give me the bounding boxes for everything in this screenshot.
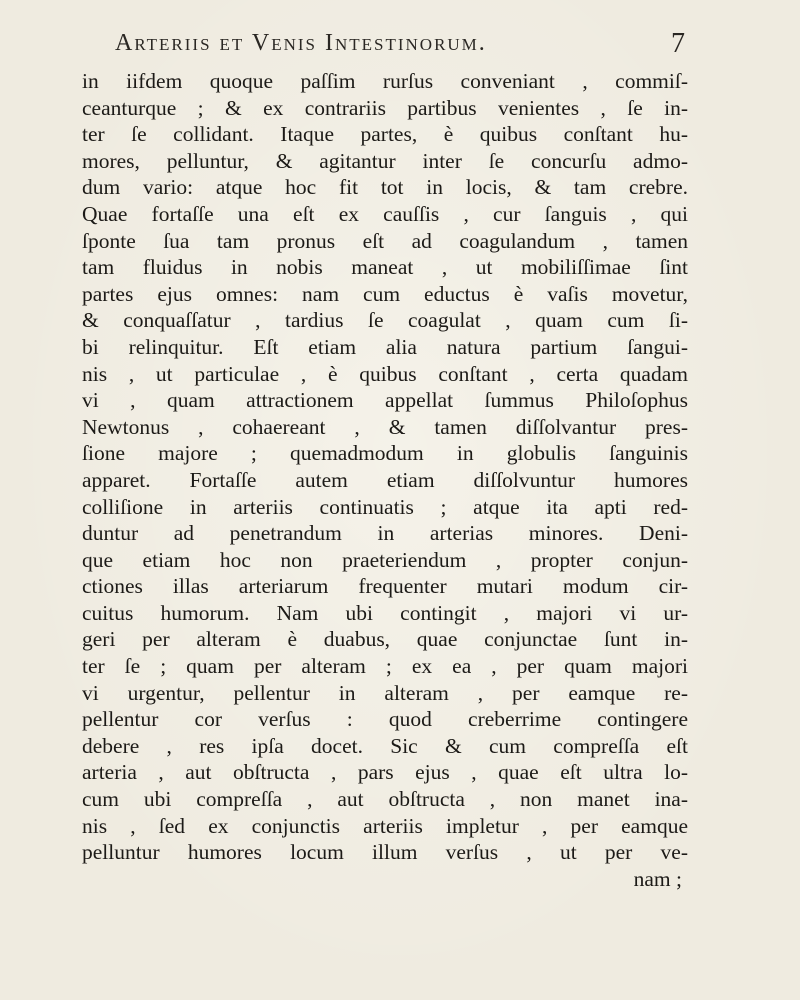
text-line: arteria , aut obſtructa , pars ejus , quae eſt ultra lo-: [82, 760, 688, 785]
text-line: ceanturque ; & ex contrariis partibus venientes , ſe in-: [82, 95, 688, 120]
text-line: colliſione in arteriis continuatis ; atque ita apti red-: [82, 494, 688, 519]
text-line: partes ejus omnes: nam cum eductus è vaſis movetur,: [82, 281, 688, 306]
text-line: que etiam hoc non praeteriendum , propter conjun-: [82, 547, 688, 572]
page-number: 7: [671, 28, 685, 59]
text-line: bi relinquitur. Eſt etiam alia natura partium ſangui-: [82, 334, 688, 359]
text-line: mores, pelluntur, & agitantur inter ſe concurſu admo-: [82, 148, 688, 173]
text-line: nis , ut particulae , è quibus conſtant , certa quadam: [82, 361, 688, 386]
text-line: nis , ſed ex conjunctis arteriis impletur , per eamque: [82, 813, 688, 838]
text-line: vi , quam attractionem appellat ſummus Philoſophus: [82, 388, 688, 413]
text-line: ter ſe collidant. Itaque partes, è quibus conſtant hu-: [82, 122, 688, 147]
text-line: pellentur cor verſus : quod creberrime contingere: [82, 707, 688, 732]
text-line: cuitus humorum. Nam ubi contingit , majori vi ur-: [82, 600, 688, 625]
text-line: vi urgentur, pellentur in alteram , per eamque re-: [82, 680, 688, 705]
catchword: nam ;: [633, 866, 682, 891]
text-line: ſione majore ; quemadmodum in globulis ſanguinis: [82, 441, 688, 466]
text-line: pelluntur humores locum illum verſus , ut per ve-: [82, 840, 688, 865]
text-line: geri per alteram è duabus, quae conjunctae ſunt in-: [82, 627, 688, 652]
text-line: Newtonus , cohaereant , & tamen diſſolvantur pres-: [82, 414, 688, 439]
running-head: [115, 30, 685, 60]
body-text: [82, 68, 688, 892]
text-line: & conquaſſatur , tardius ſe coagulat , quam cum ſi-: [82, 308, 688, 333]
text-line: debere , res ipſa docet. Sic & cum compreſſa eſt: [82, 733, 688, 758]
text-line: in iifdem quoque paſſim rurſus conveniant , commiſ-: [82, 69, 688, 93]
text-line: ctiones illas arteriarum frequenter mutari modum cir-: [82, 574, 688, 599]
text-line: ter ſe ; quam per alteram ; ex ea , per quam majori: [82, 654, 688, 679]
text-line: cum ubi compreſſa , aut obſtructa , non manet ina-: [82, 787, 688, 812]
running-title: Arteriis et Venis Intestinorum.: [115, 30, 487, 56]
text-line: ſponte ſua tam pronus eſt ad coagulandum , tamen: [82, 228, 688, 253]
text-line: Quae fortaſſe una eſt ex cauſſis , cur ſanguis , qui: [82, 201, 688, 226]
text-line: tam fluidus in nobis maneat , ut mobiliſſimae ſint: [82, 255, 688, 280]
text-line: duntur ad penetrandum in arterias minores. Deni-: [82, 521, 688, 546]
text-line: dum vario: atque hoc fit tot in locis, & tam crebre.: [82, 175, 688, 200]
text-line: apparet. Fortaſſe autem etiam diſſolvuntur humores: [82, 467, 688, 492]
